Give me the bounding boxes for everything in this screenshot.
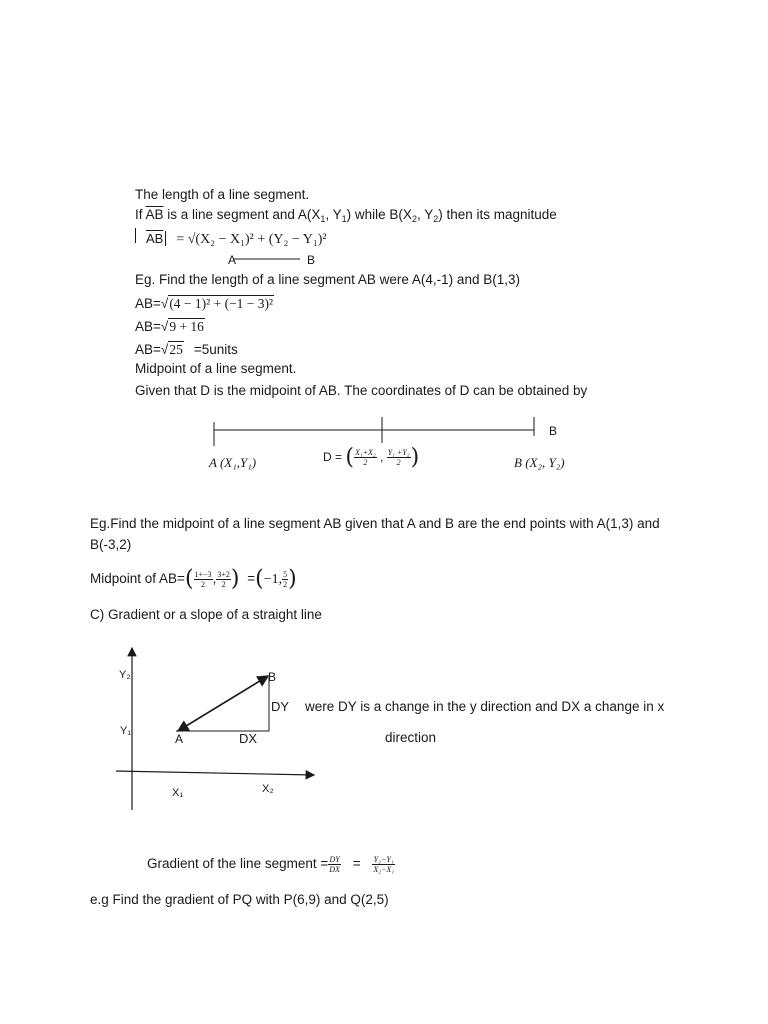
midpoint-label-b-end: B bbox=[549, 424, 558, 438]
intro-part4: , Y bbox=[416, 207, 434, 222]
axis-label-y2: Y₂ bbox=[119, 669, 131, 681]
length-example-question: Eg. Find the length of a line segment AB were A(4,-1) and B(1,3) bbox=[135, 272, 520, 287]
magnitude-label: $\overline{AB}$ bbox=[146, 231, 164, 246]
step3-prefix: AB=√ bbox=[135, 342, 169, 357]
gradient-explanation-line2: direction bbox=[385, 730, 437, 745]
intro-part5: ) then its magnitude bbox=[438, 207, 557, 222]
midpoint-description: Given that D is the midpoint of AB. The coordinates of D can be obtained by bbox=[135, 383, 588, 398]
formula-fraction-xy bbox=[372, 855, 395, 874]
formula-den-x: X₂−X₁ bbox=[373, 864, 395, 874]
step1-prefix: AB=√ bbox=[135, 296, 169, 311]
answer-result-a: −1, bbox=[263, 572, 283, 587]
axis-label-x2: X₂ bbox=[262, 783, 274, 795]
midpoint-example-line2: B(-3,2) bbox=[90, 537, 132, 552]
step1-root: (4 − 1)² + (−1 − 3)² bbox=[169, 296, 274, 311]
midpoint-answer: Midpoint of AB=( $\frac{1+-3}{2}$ , $\frac{3+2}{2}$ ) =(−1, $\frac{5}{2}$ ) bbox=[90, 566, 297, 592]
step2-prefix: AB=√ bbox=[135, 319, 169, 334]
intro-part3: ) while B(X bbox=[346, 207, 412, 222]
answer-num-x: 1+−3 bbox=[194, 569, 212, 579]
axis-label-x1: X₁ bbox=[172, 787, 184, 799]
gradient-formula bbox=[147, 852, 395, 876]
d-separator: , bbox=[380, 450, 384, 464]
intro-if: If bbox=[135, 207, 146, 222]
result-close-paren: ) bbox=[288, 566, 297, 592]
answer-den-y: 2 bbox=[221, 579, 226, 589]
gradient-explanation-line1: were DY is a change in the y direction and DX a change in x bbox=[305, 699, 665, 714]
intro-sub1: 1 bbox=[320, 214, 326, 224]
segment-label-a: A bbox=[228, 253, 237, 267]
midpoint-label-a: A (X₁,Y₁) bbox=[209, 455, 257, 470]
answer-close-paren: ) bbox=[230, 566, 240, 592]
result-open-paren: ( bbox=[255, 566, 264, 592]
answer-prefix: Midpoint of AB= bbox=[90, 571, 185, 586]
formula-eq: = bbox=[352, 856, 361, 871]
d-prefix: D = bbox=[323, 450, 343, 464]
intro-sub4: 2 bbox=[433, 214, 439, 224]
d-open-paren: ( bbox=[345, 444, 354, 470]
formula-den-dx: DX bbox=[329, 864, 340, 874]
intro-sub2: 1 bbox=[341, 214, 347, 224]
formula-num-dy: DY bbox=[329, 854, 340, 864]
step3-root: 25 bbox=[169, 342, 183, 357]
answer-open-paren: ( bbox=[184, 566, 194, 592]
intro-sub3: 2 bbox=[411, 214, 417, 224]
answer-result-den: 2 bbox=[283, 579, 288, 589]
intro-part2: , Y bbox=[325, 207, 342, 222]
dx-label: DX bbox=[239, 731, 258, 746]
answer-eq: = bbox=[247, 571, 256, 586]
axis-label-y1: Y₁ bbox=[120, 725, 132, 737]
answer-num-y: 3+2 bbox=[217, 569, 230, 579]
point-label-a: A bbox=[175, 732, 184, 746]
formula-fraction-d bbox=[328, 855, 341, 874]
step2-root: 9 + 16 bbox=[169, 319, 204, 334]
formula-num-y: Y₂−Y₁ bbox=[373, 854, 394, 864]
midpoint-label-b: B (X₂, Y₂) bbox=[514, 455, 565, 470]
answer-den-x: 2 bbox=[201, 579, 206, 589]
point-label-b: B bbox=[268, 670, 277, 684]
d-num-y: Y₁ +Y₂ bbox=[387, 448, 410, 458]
ab-arrow-back bbox=[178, 676, 268, 731]
d-num-x: X₁+X₂ bbox=[354, 448, 376, 458]
step3-result: =5units bbox=[193, 342, 238, 357]
intro-part1: is a line segment and A(X bbox=[163, 207, 321, 222]
magnitude-formula: = √(X₂ − X₁)² + (Y₂ − Y₁)² bbox=[176, 232, 327, 247]
answer-result-num: 5 bbox=[283, 569, 288, 579]
gradient-example: e.g Find the gradient of PQ with P(6,9) and Q(2,5) bbox=[90, 892, 389, 907]
length-title: The length of a line segment. bbox=[135, 187, 310, 202]
d-close-paren: ) bbox=[410, 444, 420, 470]
midpoint-title: Midpoint of a line segment. bbox=[135, 361, 297, 376]
x-axis bbox=[116, 771, 314, 775]
dy-label: DY bbox=[271, 699, 290, 714]
intro-ab-vector: $\overline{AB}$ bbox=[145, 207, 164, 222]
segment-label-b: B bbox=[307, 253, 316, 267]
midpoint-example-line1: Eg.Find the midpoint of a line segment AB given that A and B are the end points with A(1,3) and bbox=[90, 516, 660, 531]
d-den-y: 2 bbox=[396, 458, 401, 468]
gradient-title: C) Gradient or a slope of a straight line bbox=[90, 607, 322, 622]
formula-prefix: Gradient of the line segment = bbox=[147, 856, 329, 871]
d-den-x: 2 bbox=[363, 458, 368, 468]
